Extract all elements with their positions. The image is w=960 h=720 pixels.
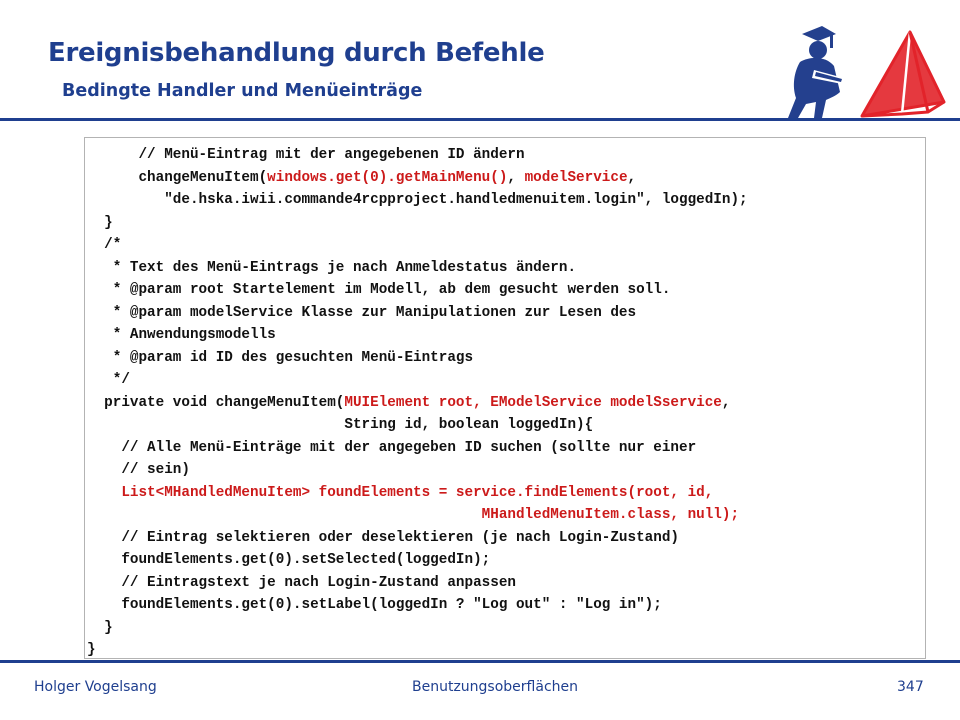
code-text: , — [721, 394, 731, 411]
code-line — [87, 212, 748, 235]
code-line — [87, 279, 748, 302]
code-highlight: modelService — [524, 169, 628, 186]
code-text: // Eintragstext je nach Login-Zustand anpassen — [87, 574, 516, 591]
code-listing — [84, 137, 926, 659]
header-divider — [0, 118, 960, 121]
code-line — [87, 414, 748, 437]
code-text: private void changeMenuItem( — [87, 394, 345, 411]
slide-title: Ereignisbehandlung durch Befehle — [48, 38, 545, 68]
code-line — [87, 639, 748, 662]
code-line — [87, 369, 748, 392]
code-text: * Anwendungsmodells — [87, 327, 276, 343]
footer-divider — [0, 660, 960, 663]
code-line — [87, 392, 748, 415]
code-text: * @param id ID des gesuchten Menü-Eintrags — [87, 349, 474, 366]
code-line — [87, 459, 748, 482]
code-text: // sein) — [87, 462, 190, 478]
code-highlight: MHandledMenuItem.class, null); — [87, 507, 740, 523]
code-line — [87, 617, 748, 640]
code-text: } — [87, 642, 96, 658]
code-text: "de.hska.iwii.commande4rcpproject.handledmenuitem.login", loggedIn); — [87, 192, 748, 208]
code-text: , — [507, 169, 525, 186]
code-line — [87, 549, 748, 572]
code-text: /* — [87, 237, 122, 253]
code-line — [87, 189, 748, 212]
code-line — [87, 594, 748, 617]
code-text: // Menü-Eintrag mit der angegebenen ID ändern — [87, 147, 525, 163]
code-highlight: List<MHandledMenuItem> foundElements = service.findElements(root, id, — [87, 484, 714, 501]
code-text: } — [87, 214, 113, 231]
code-line — [87, 144, 748, 167]
code-body — [87, 144, 748, 662]
code-text: * @param root Startelement im Modell, ab dem gesucht werden soll. — [87, 282, 671, 298]
red-tent-logo-icon — [862, 32, 944, 116]
code-line — [87, 527, 748, 550]
code-line — [87, 504, 748, 527]
code-line — [87, 482, 748, 505]
code-highlight: windows.get(0).getMainMenu() — [267, 169, 508, 186]
footer-author: Holger Vogelsang — [34, 679, 157, 695]
graduate-reading-logo-icon — [788, 26, 844, 118]
code-text: // Eintrag selektieren oder deselektieren (je nach Login-Zustand) — [87, 529, 679, 546]
code-text: * @param modelService Klasse zur Manipulationen zur Lesen des — [87, 304, 637, 321]
footer-course: Benutzungsoberflächen — [412, 679, 579, 695]
code-text: foundElements.get(0).setLabel(loggedIn ? "Log out" : "Log in"); — [87, 597, 662, 613]
code-line — [87, 572, 748, 595]
code-line — [87, 437, 748, 460]
code-text: , — [627, 169, 637, 186]
code-text: // Alle Menü-Einträge mit der angegeben ID suchen (sollte nur einer — [87, 439, 697, 456]
footer-page-number: 347 — [897, 679, 924, 695]
code-text: */ — [87, 372, 130, 388]
code-line — [87, 167, 748, 190]
logo — [770, 22, 950, 122]
code-text: String id, boolean loggedIn){ — [87, 417, 594, 433]
code-line — [87, 257, 748, 280]
code-line — [87, 234, 748, 257]
code-text: } — [87, 619, 113, 636]
code-text: * Text des Menü-Eintrags je nach Anmeldestatus ändern. — [87, 259, 577, 276]
code-line — [87, 302, 748, 325]
code-highlight: MUIElement root, EModelService modelSservice — [344, 394, 722, 411]
code-line — [87, 347, 748, 370]
code-text: foundElements.get(0).setSelected(loggedIn); — [87, 552, 491, 568]
slide-subtitle: Bedingte Handler und Menüeinträge — [62, 81, 423, 101]
code-line — [87, 324, 748, 347]
code-text: changeMenuItem( — [87, 169, 268, 186]
